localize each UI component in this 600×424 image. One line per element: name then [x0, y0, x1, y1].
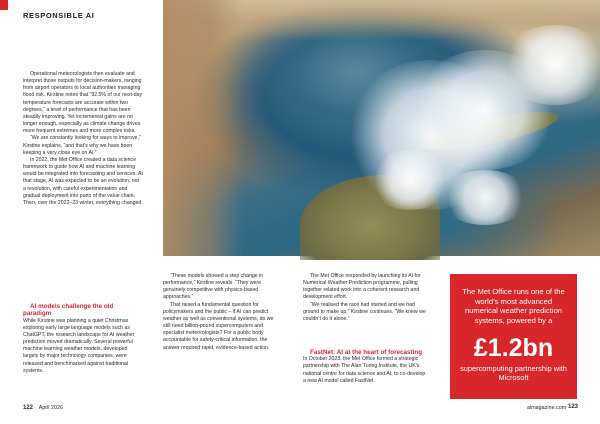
paragraph: “We realised the race had started and we had ground to make up,” Kirstine continues. “We knew we couldn’t do it alone.”: [303, 301, 426, 322]
paragraph: That raised a fundamental question for policymakers and the public – if AI can predict weather as well as conventional systems, do we still need billion-pound supercomputers and specialist meteorologists? For a public body accountable for safety-critical information, the answer required rapid, evidence-based action.: [163, 301, 274, 351]
photo-cloud: [500, 25, 600, 105]
photo-land-left: [163, 0, 243, 256]
callout-lead-text: The Met Office runs one of the world’s most advanced numerical weather prediction systems, powered by a: [462, 287, 565, 325]
stat-callout-box: [450, 274, 577, 399]
page-number-left: 122: [23, 405, 34, 411]
paragraph: In 2022, the Met Office created a data science framework to guide how AI and machine learning would be integrated into forecasting and services. At that stage, AI was expected to be an evolution, not a revolution, with careful experimentation and gradual deployment into parts of the value chain. Then, over the 2022–23 winter, everything changed.: [23, 156, 143, 206]
photo-cloud: [440, 170, 530, 225]
site-url: aimagazine.com: [527, 405, 567, 411]
section-label: RESPONSIBLE AI: [23, 11, 95, 20]
left-page-footer: [23, 405, 63, 411]
section-accent-bar: [0, 0, 8, 10]
issue-date: April 2026: [38, 405, 63, 411]
column-3-continued: [303, 349, 428, 385]
column-3: [303, 273, 428, 323]
paragraph: While Kirstine was planning a quiet Christmas exploring early large language models such as ChatGPT, the research landscape for AI weather prediction moved dramatically. Several powerful machine learning weather models, developed largely by major technology companies, were released and benchmarked against traditional systems.: [23, 317, 135, 374]
paragraph: In October 2023, the Met Office formed a strategic partnership with The Alan Turing Institute, the UK’s national centre for data science and AI, to co-develop a new AI model called FastNet: [303, 356, 426, 384]
column-2: [163, 273, 275, 352]
callout-figure: £1.2bn: [473, 334, 554, 362]
page-number-right: 123: [568, 404, 579, 410]
subheading: AI models challenge the old paradigm: [23, 303, 114, 318]
photo-cloud: [370, 150, 450, 210]
column-1-continued: [23, 303, 141, 375]
paragraph: The Met Office responded by launching its AI for Numerical Weather Prediction programme, pulling together related work into a coherent research and development effort.: [303, 273, 421, 301]
column-1: [23, 71, 143, 207]
subheading: FastNet: AI at the heart of forecasting: [310, 349, 423, 356]
callout-tail-text: supercomputing partnership with Microsoft: [460, 364, 567, 383]
paragraph: Operational meteorologists then evaluate and interpret those outputs for decision-makers, ranging from airport operators to local authorities managing flood risk. Kirstine notes that “92.5% of our next-day temperature forecasts are accurate within two degrees,” a level of performance that has been steadily improving. Yet incremental gains are no longer enough, especially as climate change drives more frequent extremes and more complex risks.: [23, 71, 143, 135]
paragraph: “We are constantly looking for ways to improve,” Kirstine explains, “and that’s why we have been keeping a very close eye on AI.”: [23, 135, 141, 156]
paragraph: “These models showed a step change in performance,” Kirstine reveals. “They were genuinely competitive with physics-based approaches.”: [163, 273, 264, 301]
